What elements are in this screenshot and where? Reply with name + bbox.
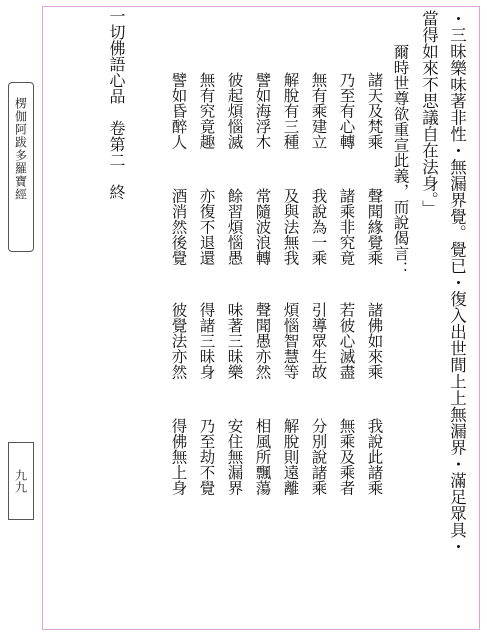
verse-cell: 乃至劫不覺 bbox=[197, 418, 216, 496]
verse-cell: 得佛無上身 bbox=[169, 418, 188, 496]
verse-cell: 諸佛如來乘 bbox=[365, 302, 384, 380]
verse-cell: 我說此諸乘 bbox=[365, 418, 384, 496]
verse-cell: 得諸三昧身 bbox=[197, 302, 216, 380]
page-number-box bbox=[8, 442, 34, 520]
verse-cell: 及與法無我 bbox=[281, 188, 300, 266]
verse-cell: 無有究竟趣 bbox=[197, 72, 216, 150]
verse-cell: 譬如昏醉人 bbox=[169, 72, 188, 150]
verse-cell: 相風所飄蕩 bbox=[253, 418, 272, 496]
verse-cell: 諸天及梵乘 bbox=[365, 72, 384, 150]
verse-cell: 乃至有心轉 bbox=[337, 72, 356, 150]
verse-cell: 亦復不退還 bbox=[197, 188, 216, 266]
verse-cell: 酒消然後覺 bbox=[169, 188, 188, 266]
sutra-title-tab bbox=[8, 82, 34, 252]
verse-cell: 譬如海浮木 bbox=[253, 72, 272, 150]
verse-cell: 無乘及乘者 bbox=[337, 418, 356, 496]
verse-cell: 若彼心滅盡 bbox=[337, 302, 356, 380]
verse-cell: 我說為一乘 bbox=[309, 188, 328, 266]
verse-cell: 餘習煩惱愚 bbox=[225, 188, 244, 266]
verse-cell: 常隨波浪轉 bbox=[253, 188, 272, 266]
verse-cell: 聲聞緣覺乘 bbox=[365, 188, 384, 266]
verse-cell: 彼覺法亦然 bbox=[169, 302, 188, 380]
verse-cell: 無有乘建立 bbox=[309, 72, 328, 150]
verse-cell: 彼起煩惱滅 bbox=[225, 72, 244, 150]
verse-cell: 引導眾生故 bbox=[309, 302, 328, 380]
verse-cell: 煩惱智慧等 bbox=[281, 302, 300, 380]
verse-cell: 味著三昧樂 bbox=[225, 302, 244, 380]
verse-cell: 聲聞愚亦然 bbox=[253, 302, 272, 380]
sutra-title: 楞伽阿跋多羅寶經 bbox=[13, 97, 28, 201]
verse-cell: 安住無漏界 bbox=[225, 418, 244, 496]
chapter-end-line: 一切佛語心品 卷第二 終 bbox=[107, 8, 126, 200]
verse-cell: 解脫有三種 bbox=[281, 72, 300, 150]
prose-line-1: ・三昧樂味著非性・無漏界覺。覺已・復入出世間上上無漏界・滿足眾具・ bbox=[447, 10, 467, 555]
prose-line-2: 當得如來不思議自在法身。」 bbox=[419, 10, 439, 217]
verse-cell: 諸乘非究竟 bbox=[337, 188, 356, 266]
verse-cell: 解脫則遠離 bbox=[281, 418, 300, 496]
verse-cell: 分別說諸乘 bbox=[309, 418, 328, 496]
prose-line-3: 爾時世尊欲重宣此義，而說偈言： bbox=[391, 44, 410, 277]
page-number: 九九 bbox=[13, 469, 28, 493]
